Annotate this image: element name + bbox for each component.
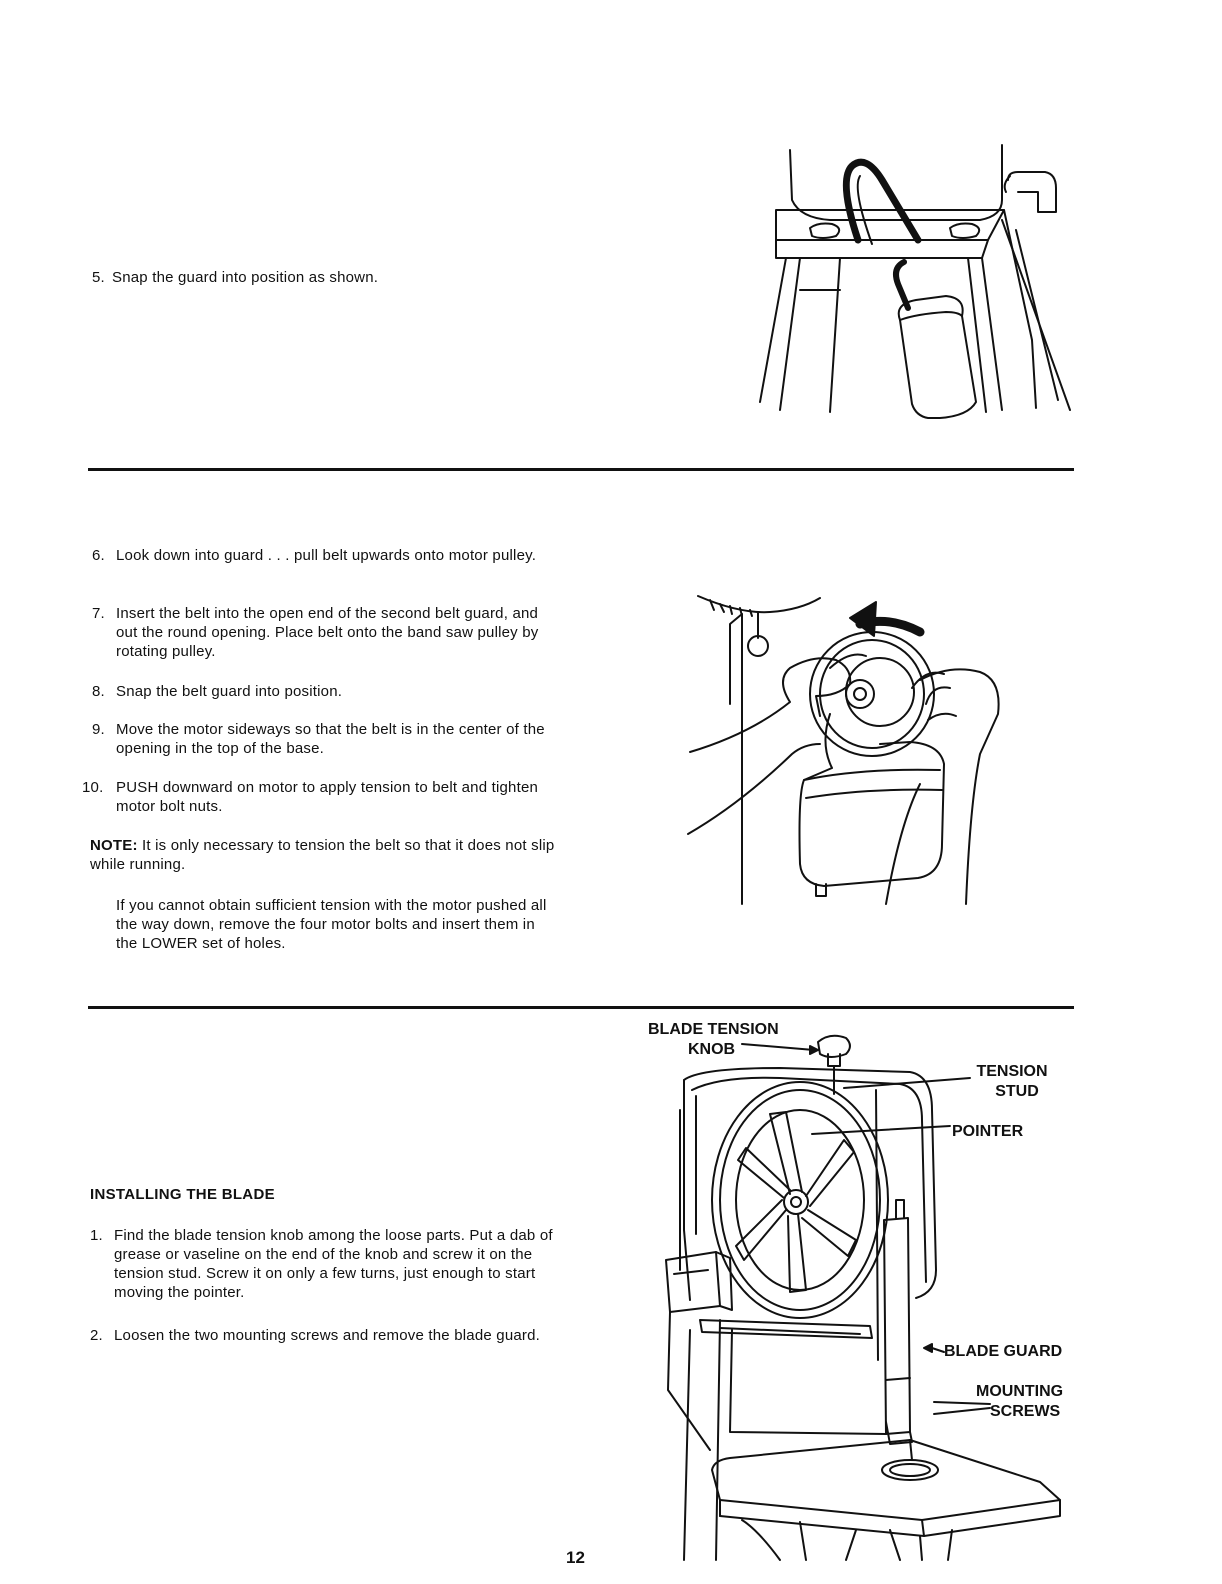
step-number: 5. xyxy=(92,269,105,286)
section-divider-1 xyxy=(88,468,1074,471)
step-number: 1. xyxy=(90,1227,103,1244)
step-number: 10. xyxy=(82,779,104,796)
step-number: 8. xyxy=(92,683,105,700)
step-8 xyxy=(92,682,558,702)
step-text: Move the motor sideways so that the belt is in the center of the opening in the top of the base. xyxy=(116,721,545,757)
step-text: Look down into guard . . . pull belt upwards onto motor pulley. xyxy=(116,547,537,564)
label-blade-guard: BLADE GUARD xyxy=(944,1343,1063,1360)
motor-guard-illustration xyxy=(740,140,1080,420)
section-divider-2 xyxy=(88,1006,1074,1009)
step-text: Loosen the two mounting screws and remove the blade guard. xyxy=(114,1327,541,1344)
step-text: Snap the belt guard into position. xyxy=(116,683,343,700)
step-text: Insert the belt into the open end of the second belt guard, and out the round opening. Place belt onto the band saw pulley by rotating pulley. xyxy=(116,605,539,660)
step-6 xyxy=(92,546,558,586)
label-line: STUD xyxy=(995,1083,1039,1100)
band-saw-blade-illustration xyxy=(660,1030,1100,1560)
install-step-2 xyxy=(90,1326,556,1366)
label-line: SCREWS xyxy=(990,1403,1061,1420)
note-extra xyxy=(116,896,558,956)
step-text: Find the blade tension knob among the loose parts. Put a dab of grease or vaseline on the end of the knob and screw it on the tension stud. Screw it on only a few turns, just enough to start moving the pointer. xyxy=(114,1227,553,1301)
note-text: It is only necessary to tension the belt so that it does not slip while running. xyxy=(90,837,555,873)
step-number: 9. xyxy=(92,721,105,738)
step-7 xyxy=(92,604,558,664)
install-step-1 xyxy=(90,1226,556,1306)
step-text: Snap the guard into position as shown. xyxy=(112,269,379,286)
label-line: MOUNTING xyxy=(976,1383,1064,1400)
page-number: 12 xyxy=(566,1548,585,1567)
belt-installation-illustration xyxy=(680,584,1010,914)
step-text: PUSH downward on motor to apply tension to belt and tighten motor bolt nuts. xyxy=(116,779,539,815)
label-line: BLADE TENSION xyxy=(648,1021,779,1038)
step-number: 2. xyxy=(90,1327,103,1344)
note xyxy=(90,836,558,876)
label-line: TENSION xyxy=(976,1063,1048,1080)
label-line: KNOB xyxy=(688,1041,736,1058)
note-label: NOTE: xyxy=(90,837,138,854)
step-5 xyxy=(92,268,562,288)
section-heading: INSTALLING THE BLADE xyxy=(90,1186,275,1203)
step-10 xyxy=(82,778,558,818)
note-extra-text: If you cannot obtain sufficient tension with the motor pushed all the way down, remove the four motor bolts and insert them in the LOWER set of holes. xyxy=(116,897,547,952)
step-9 xyxy=(92,720,558,760)
step-number: 7. xyxy=(92,605,105,622)
step-number: 6. xyxy=(92,547,105,564)
label-pointer: POINTER xyxy=(952,1123,1024,1140)
